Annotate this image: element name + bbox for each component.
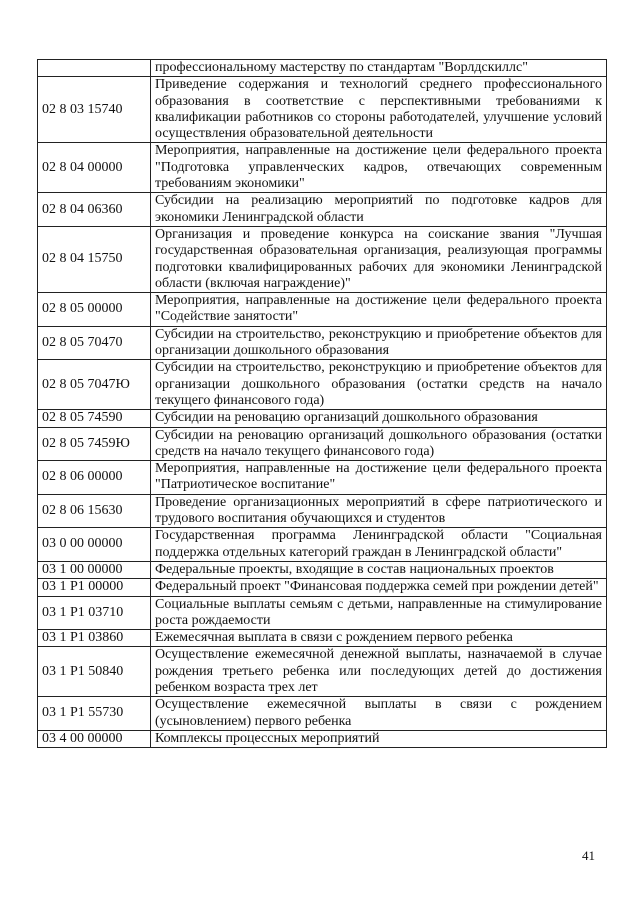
row-code: 02 8 04 15750 bbox=[38, 226, 151, 292]
row-code: 02 8 04 00000 bbox=[38, 143, 151, 193]
row-description: профессиональному мастерству по стандартам "Ворлдскиллс" bbox=[151, 60, 607, 77]
row-description: Федеральные проекты, входящие в состав национальных проектов bbox=[151, 561, 607, 578]
row-code: 02 8 05 00000 bbox=[38, 293, 151, 327]
row-description: Осуществление ежемесячной выплаты в связи с рождением (усыновлением) первого ребенка bbox=[151, 697, 607, 731]
row-code: 02 8 06 15630 bbox=[38, 494, 151, 528]
table-row bbox=[38, 60, 607, 77]
row-code: 03 1 P1 55730 bbox=[38, 697, 151, 731]
row-code: 03 0 00 00000 bbox=[38, 528, 151, 562]
row-description: Государственная программа Ленинградской области "Социальная поддержка отдельных категорий граждан в Ленинградской области" bbox=[151, 528, 607, 562]
row-description: Субсидии на строительство, реконструкцию и приобретение объектов для организации дошкольного образования (остатки средств на начало текущего финансового года) bbox=[151, 360, 607, 410]
row-code: 03 1 P1 00000 bbox=[38, 579, 151, 596]
row-description: Проведение организационных мероприятий в сфере патриотического и трудового воспитания обучающихся и студентов bbox=[151, 494, 607, 528]
row-code: 02 8 05 70470 bbox=[38, 326, 151, 360]
table-row bbox=[38, 193, 607, 227]
page-number: 41 bbox=[582, 848, 595, 863]
table-row bbox=[38, 494, 607, 528]
table-row bbox=[38, 461, 607, 495]
table-row bbox=[38, 360, 607, 410]
row-description: Организация и проведение конкурса на соискание звания "Лучшая государственная образовательная организация, реализующая программы подготовки квалифицированных рабочих для экономики Ленинградской области (включая награждение)" bbox=[151, 226, 607, 292]
row-code: 03 1 P1 03710 bbox=[38, 596, 151, 630]
table-row bbox=[38, 427, 607, 461]
table-row bbox=[38, 596, 607, 630]
row-code: 02 8 04 06360 bbox=[38, 193, 151, 227]
table-row bbox=[38, 697, 607, 731]
row-code: 03 1 P1 50840 bbox=[38, 647, 151, 697]
table-row bbox=[38, 561, 607, 578]
row-code: 03 4 00 00000 bbox=[38, 730, 151, 747]
row-description: Комплексы процессных мероприятий bbox=[151, 730, 607, 747]
row-code: 02 8 06 00000 bbox=[38, 461, 151, 495]
row-description: Мероприятия, направленные на достижение цели федерального проекта "Подготовка управленческих кадров, отвечающих современным требованиям экономики" bbox=[151, 143, 607, 193]
table-row bbox=[38, 647, 607, 697]
table-row bbox=[38, 528, 607, 562]
table-row bbox=[38, 730, 607, 747]
row-code: 02 8 05 7459Ю bbox=[38, 427, 151, 461]
row-code: 02 8 03 15740 bbox=[38, 77, 151, 143]
row-code: 02 8 05 7047Ю bbox=[38, 360, 151, 410]
table-row bbox=[38, 579, 607, 596]
table-row bbox=[38, 293, 607, 327]
table-row bbox=[38, 77, 607, 143]
table-row bbox=[38, 326, 607, 360]
table-row bbox=[38, 226, 607, 292]
row-description: Субсидии на строительство, реконструкцию и приобретение объектов для организации дошкольного образования bbox=[151, 326, 607, 360]
row-description: Ежемесячная выплата в связи с рождением первого ребенка bbox=[151, 630, 607, 647]
row-code: 02 8 05 74590 bbox=[38, 410, 151, 427]
row-description: Социальные выплаты семьям с детьми, направленные на стимулирование роста рождаемости bbox=[151, 596, 607, 630]
row-code: 03 1 00 00000 bbox=[38, 561, 151, 578]
row-description: Субсидии на реализацию мероприятий по подготовке кадров для экономики Ленинградской области bbox=[151, 193, 607, 227]
row-description: Субсидии на реновацию организаций дошкольного образования (остатки средств на начало текущего финансового года) bbox=[151, 427, 607, 461]
budget-codes-table bbox=[37, 59, 607, 748]
row-description: Субсидии на реновацию организаций дошкольного образования bbox=[151, 410, 607, 427]
row-description: Мероприятия, направленные на достижение цели федерального проекта "Содействие занятости" bbox=[151, 293, 607, 327]
row-code bbox=[38, 60, 151, 77]
table-row bbox=[38, 410, 607, 427]
row-code: 03 1 P1 03860 bbox=[38, 630, 151, 647]
row-description: Осуществление ежемесячной денежной выплаты, назначаемой в случае рождения третьего ребенка или последующих детей до достижения ребенком возраста трех лет bbox=[151, 647, 607, 697]
table-row bbox=[38, 630, 607, 647]
row-description: Федеральный проект "Финансовая поддержка семей при рождении детей" bbox=[151, 579, 607, 596]
table-row bbox=[38, 143, 607, 193]
row-description: Мероприятия, направленные на достижение цели федерального проекта "Патриотическое воспитание" bbox=[151, 461, 607, 495]
row-description: Приведение содержания и технологий среднего профессионального образования в соответствие с перспективными требованиями к квалификации работников со стороны работодателей, улучшение условий осуществления образовательной деятельности bbox=[151, 77, 607, 143]
